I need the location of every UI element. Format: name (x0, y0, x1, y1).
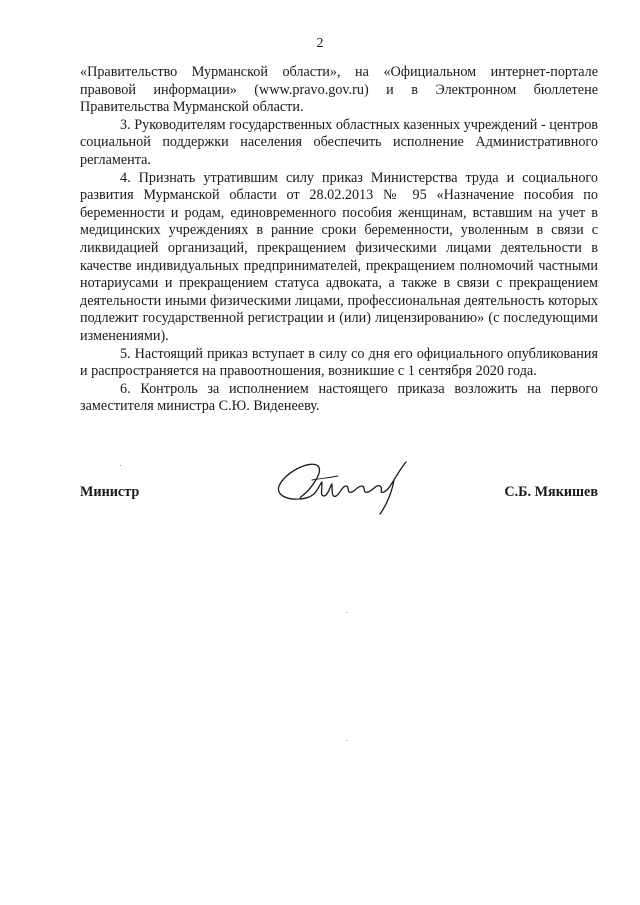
paragraph-item-4: 4. Признать утратившим силу приказ Министерства труда и социального развития Мурманской области от 28.02.2013 № 95 «Назначение пособия по беременности и родам, единовременного пособия женщинам, вставшим на учет в медицинских учреждениях в ранние сроки беременности, уволенным в связи с ликвидацией организаций, прекращением физическими лицами деятельности в качестве индивидуальных предпринимателей, прекращением полномочий частными нотариусами и прекращением статуса адвоката, а также в связи с прекращением деятельности иными физическими лицами, профессиональная деятельность которых подлежит государственной регистрации и (или) лицензированию» (с последующими изменениями). (80, 169, 598, 344)
page-number: 2 (316, 36, 324, 51)
scan-speck (346, 612, 347, 613)
paragraph-item-3: 3. Руководителям государственных областных казенных учреждений - центров социальной поддержки населения обеспечить исполнение Административного регламента. (80, 116, 598, 168)
document-body (80, 64, 598, 416)
scan-speck (346, 740, 347, 741)
scan-speck (120, 465, 121, 466)
handwritten-signature (266, 450, 426, 520)
paragraph-item-6: 6. Контроль за исполнением настоящего приказа возложить на первого заместителя министра С.Ю. Виденееву. (80, 380, 598, 415)
paragraph-item-5: 5. Настоящий приказ вступает в силу со дня его официального опубликования и распространяется на правоотношения, возникшие с 1 сентября 2020 года. (80, 345, 598, 380)
signer-title: Министр (80, 484, 140, 500)
signer-name: С.Б. Мякишев (504, 484, 598, 500)
paragraph-publication: «Правительство Мурманской области», на «Официальном интернет-портале правовой информации» (www.pravo.gov.ru) и в Электронном бюллетене Правительства Мурманской области. (80, 64, 598, 116)
